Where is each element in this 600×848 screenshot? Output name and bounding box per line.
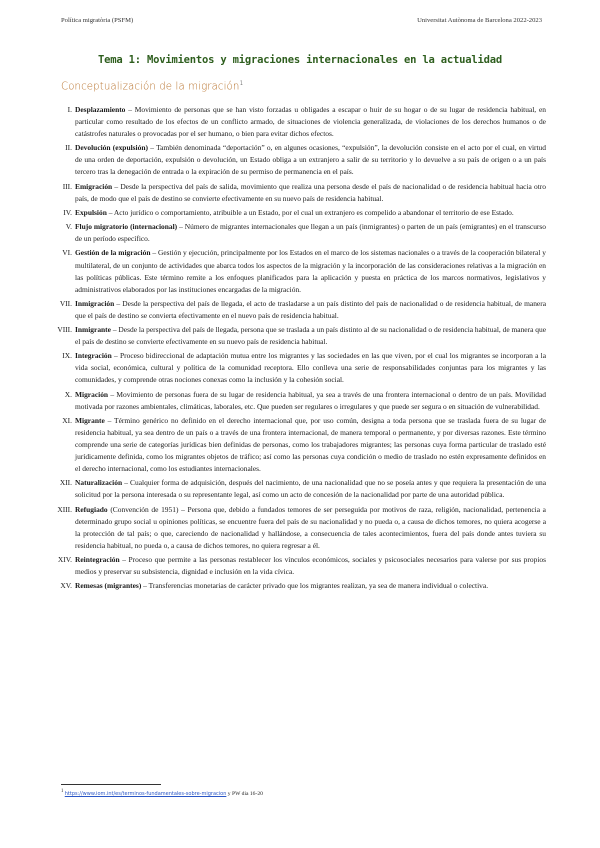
footnote-ref[interactable]: 1 — [239, 80, 244, 87]
item-definition: Movimiento de personas fuera de su lugar de residencia habitual, ya sea a través de una frontera internacional o dentro de un país. Movilidad motivada por razones ambientales, climáticas, laborales, etc. Que pueden ser regulares o irregulares y que puede ser segura o en situación de vulnerabilidad. — [75, 389, 547, 411]
item-definition: Acto jurídico o comportamiento, atribuible a un Estado, por el cual un extranjero es compelido a abandonar el territorio de ese Estado. — [113, 207, 514, 217]
item-body — [75, 415, 546, 475]
item-body — [75, 477, 546, 501]
item-body — [75, 207, 546, 219]
list-item — [50, 324, 546, 348]
item-definition: Persona que, debido a fundados temores de ser perseguida por motivos de raza, religión, nacionalidad, pertenencia a determinado grupo social u opiniones políticas, se encuentre fuera del país de su nacionalidad y no pueda o, a causa de dichos temores, no quiera acogerse a la protección de tal país; o que, careciendo de nacionalidad y hallándose, a consecuencia de tales acontecimientos, fuera del país donde antes tuviera su residencia habitual, no pueda o, a causa de dichos temores, no quiera regresar a él. — [75, 504, 546, 550]
item-term: Inmigración — [75, 298, 115, 308]
item-separator: – — [104, 416, 115, 425]
item-term: Refugiado — [75, 504, 108, 514]
item-term: Migrante — [75, 416, 105, 425]
item-separator: – — [150, 248, 158, 258]
item-term: Migración — [75, 389, 109, 399]
item-term: Remesas (migrantes) — [75, 581, 142, 591]
item-separator: – — [122, 478, 131, 488]
item-separator: (Convención de 1951) – — [107, 504, 188, 514]
item-body — [75, 104, 546, 140]
header-university: Universitat Autònoma de Barcelona 2022-2023 — [417, 17, 542, 24]
item-definition: Movimiento de personas que se han visto forzadas u obligades a escapar o huir de su hogar o de su lugar de residencia habitual, en particular como resultado de los efectos de un conflicto armado, de situaciones de violencia generalizada, de violaciones de los derechos humanos o de catástrofes naturales o provocadas por el ser humano, o bien para evitar dichos efectos. — [75, 105, 546, 139]
item-definition: Desde la perspectiva del país de salida, movimiento que realiza una persona desde el país de nacionalidad o de residencia habitual hacia otro país, de modo que el país de destino se convierte efectivamente en su nuevo país de residencia habitual. — [75, 181, 546, 203]
list-item — [50, 247, 546, 295]
section-title — [61, 80, 243, 92]
item-definition: Desde la perspectiva del país de llegada, el acto de trasladarse a un país distinto del país de nacionalidad o de residencia habitual, de manera que el país de destino se convierta efectivamente en el nuevo país de residencia habitual. — [75, 298, 547, 320]
page-header — [61, 17, 542, 24]
item-number: XIII. — [57, 504, 72, 514]
item-separator: – — [119, 555, 129, 565]
item-term: Inmigrante — [75, 325, 111, 335]
item-body — [75, 298, 546, 322]
list-item — [50, 580, 546, 592]
item-term: Expulsión — [75, 207, 107, 217]
footnote-link[interactable]: https://www.iom.int/es/terminos-fundamentales-sobre-migracion — [64, 790, 227, 797]
item-number: XI. — [62, 416, 72, 425]
item-definition: Proceso bidireccional de adaptación mutua entre los migrantes y las sociedades en las que viven, por el cual los migrantes se incorporan a la vida social, económica, cultural y política de la comunidad receptora. Ello conlleva una serie de responsabilidades conjuntas para los migrantes y las comunidades, y comprende otras nociones conexas como la inclusión y la cohesión social. — [75, 351, 547, 385]
item-number: IV. — [63, 207, 72, 217]
footnote-mark: 1 — [61, 789, 64, 794]
item-body — [75, 504, 546, 552]
list-item — [50, 389, 546, 413]
footnote-divider — [61, 784, 161, 785]
item-definition: Gestión y ejecución, principalmente por los Estados en el marco de los sistemas nacionales o a través de la cooperación bilateral y multilateral, de un conjunto de actividades que abarca todos los aspectos de la migración y la incorporación de las consideraciones relativas a la migración en las políticas públicas. Este término remite a los enfoques planificados para la aplicación y puesta en práctica de los marcos normativos, legislativos y administrativos elaborados por las instituciones encargadas de la migración. — [75, 248, 546, 294]
list-item — [50, 104, 546, 140]
item-body — [75, 350, 546, 386]
footnote — [61, 789, 263, 797]
list-item — [50, 298, 546, 322]
item-body — [75, 554, 546, 578]
item-number: I. — [67, 105, 72, 114]
item-definition: Proceso que permite a las personas restablecer los vínculos económicos, sociales y psicosociales necesarios para valerse por sus propios medios y preservar su subsistencia, dignidad e inclusión en la vida cívica. — [75, 555, 546, 577]
page-title: Tema 1: Movimientos y migraciones internacionales en la actualidad — [97, 54, 503, 66]
item-body — [75, 580, 546, 592]
item-term: Integración — [75, 351, 112, 361]
definitions-list — [50, 104, 546, 595]
item-body — [75, 247, 546, 295]
item-definition: Desde la perspectiva del país de llegada, persona que se traslada a un país distinto al de su nacionalidad o de residencia habitual, de manera que el país de destino se convierte efectivamente en su nuevo país de residencia habitual. — [75, 325, 547, 347]
item-definition: Cualquier forma de adquisición, después del nacimiento, de una nacionalidad que no se poseía antes y que requiera la presentación de una solicitud por la persona interesada o su representante legal, así como un acto de concesión de la nacionalidad por parte de una autoridad pública. — [75, 478, 547, 500]
item-term: Gestión de la migración — [75, 248, 151, 258]
item-term: Devolución (expulsión) — [75, 143, 148, 153]
item-number: V. — [65, 222, 72, 232]
item-body — [75, 324, 546, 348]
item-number: VIII. — [57, 325, 72, 335]
item-separator: – — [177, 222, 185, 232]
item-definition: Término genérico no definido en el derecho internacional que, por uso común, designa a toda persona que se traslada fuera de su lugar de residencia habitual, ya sea dentro de un país o a través de una frontera internacional, de manera temporal o permanente, y por diversas razones. Este término comprende una serie de categorías jurídicas bien definidas de personas, como los trabajadores migrantes; las personas cuya forma particular de traslado esté jurídicamente definida, como los migrantes objetos de tráfico; así como las personas cuya condición o medio de traslado no estén expresamente definidos en el derecho internacional, como los estudiantes internacionales. — [75, 416, 546, 474]
item-number: XIV. — [57, 555, 72, 565]
item-term: Naturalización — [75, 478, 123, 488]
list-item — [50, 221, 546, 245]
item-definition: También denominada “deportación” o, en algunes ocasiones, “expulsión”, la devolución consiste en el acto por el cual, en virtud de una orden de deportación, expulsión o devolución, un Estado obliga a un extranjero a salir de su territorio y lo devuelve a su país de origen o a un país tercero tras la denegación de entrada o la expiración de su permiso de permanencia en el país. — [75, 143, 546, 177]
list-item — [50, 207, 546, 219]
list-item — [50, 554, 546, 578]
item-number: III. — [62, 181, 72, 191]
item-number: IX. — [62, 351, 72, 361]
footnote-text: y PW dia 16-20 — [226, 790, 263, 797]
item-number: XV. — [60, 581, 72, 591]
item-separator: – — [111, 351, 120, 361]
list-item — [50, 477, 546, 501]
list-item — [50, 415, 546, 475]
item-number: VI. — [62, 248, 72, 258]
list-item — [50, 142, 546, 178]
item-body — [75, 181, 546, 205]
item-separator: – — [141, 581, 149, 591]
item-body — [75, 221, 546, 245]
section-title-text: Conceptualización de la migración — [61, 81, 240, 93]
item-number: II. — [65, 143, 72, 153]
item-definition: Transferencias monetarias de carácter privado que los migrantes realizan, ya sea de manera individual o colectiva. — [148, 581, 489, 591]
item-separator: – — [147, 143, 157, 153]
item-number: VII. — [59, 298, 72, 308]
item-term: Emigración — [75, 181, 113, 191]
item-term: Reintegración — [75, 555, 120, 565]
item-number: X. — [64, 389, 72, 399]
list-item — [50, 504, 546, 552]
item-separator: – — [112, 181, 121, 191]
item-definition: Número de migrantes internacionales que llegan a un país (inmigrantes) o parten de un país (emigrantes) en el transcurso de un período específico. — [75, 222, 547, 244]
item-number: XII. — [59, 478, 72, 488]
item-separator: – — [110, 325, 119, 335]
list-item — [50, 350, 546, 386]
item-separator: – — [106, 207, 114, 217]
item-body — [75, 142, 546, 178]
header-course: Política migratòria (PSFM) — [61, 17, 134, 24]
item-term: Flujo migratorio (internacional) — [75, 222, 178, 232]
item-body — [75, 389, 546, 413]
item-separator: – — [114, 298, 123, 308]
item-separator: – — [125, 105, 135, 114]
list-item — [50, 181, 546, 205]
item-separator: – — [108, 389, 117, 399]
item-term: Desplazamiento — [75, 105, 126, 114]
